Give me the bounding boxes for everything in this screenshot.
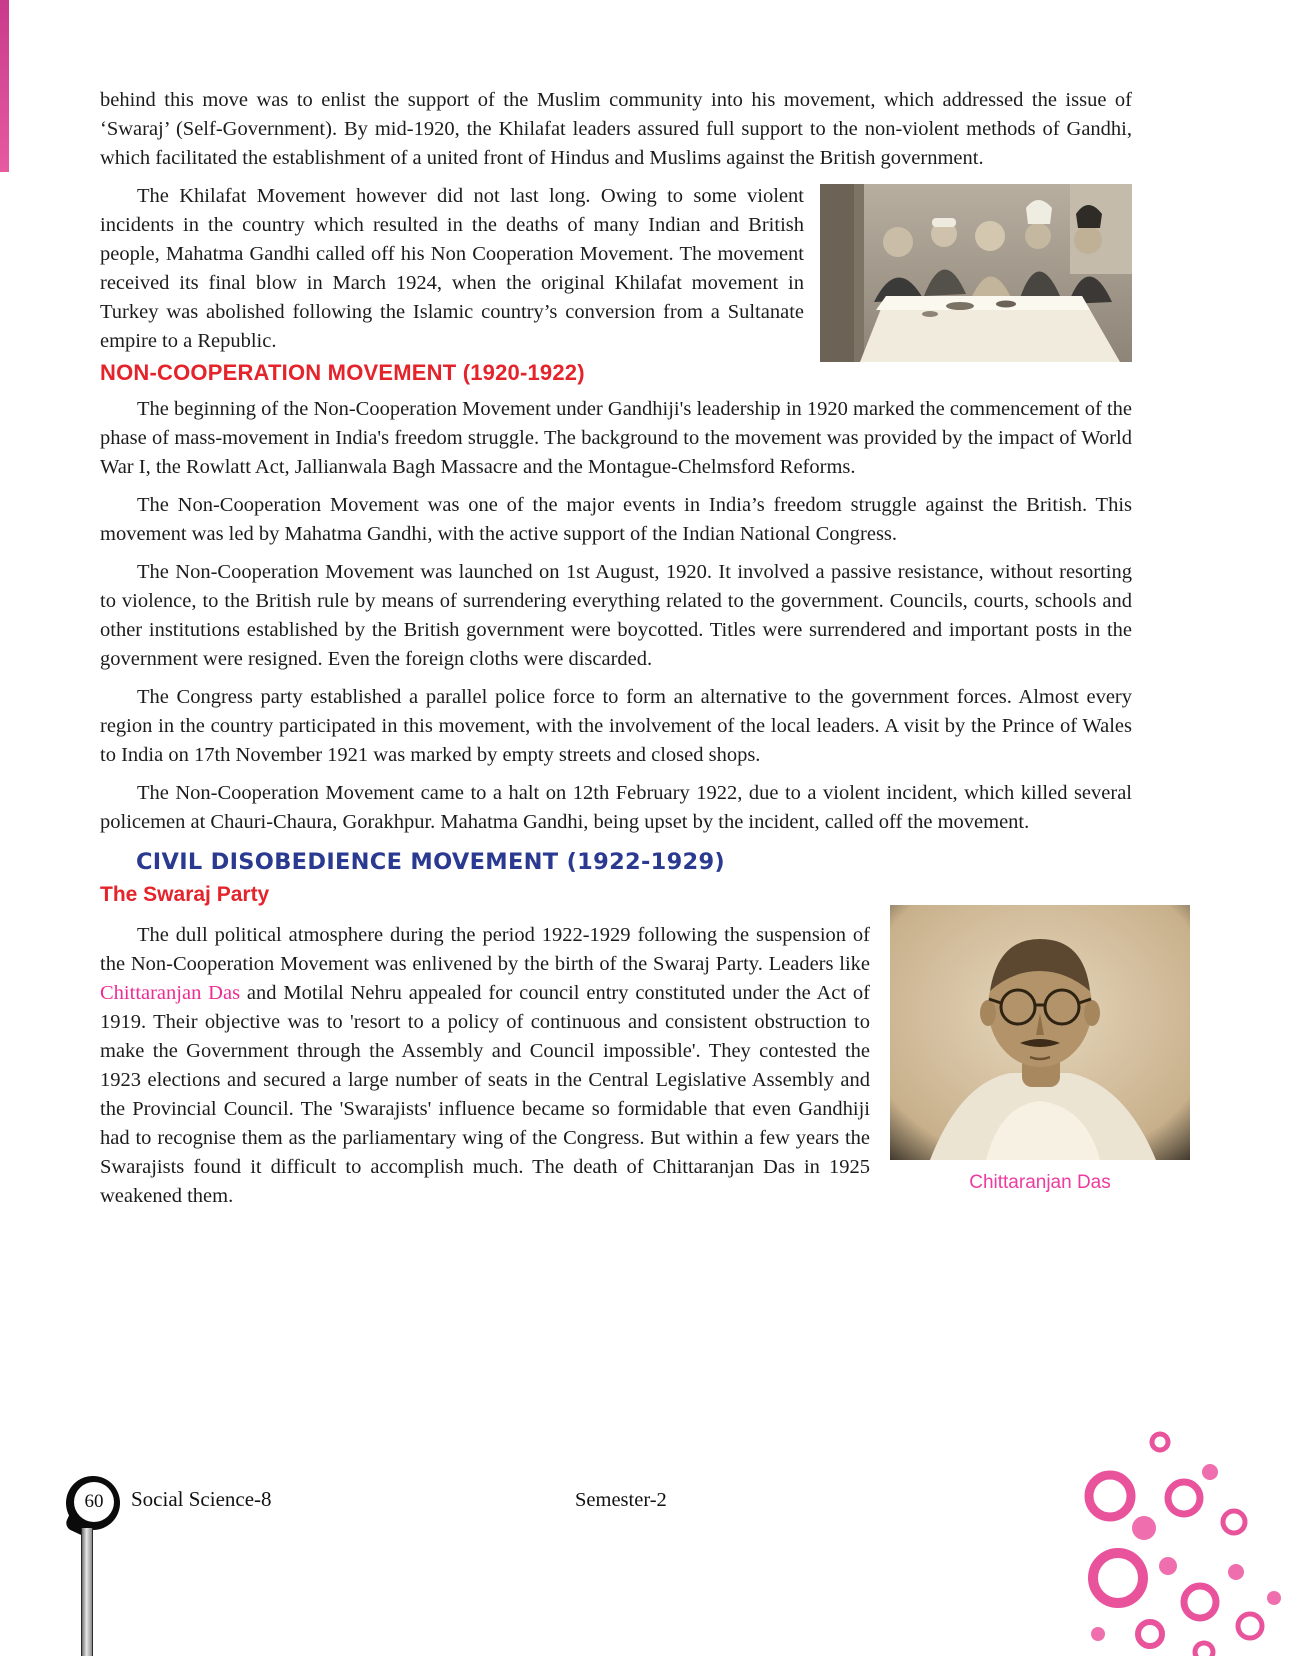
swaraj-text-after: and Motilal Nehru appealed for council entry constituted under the Act of 1919. Their objective was to 'resort to a policy of continuous and consistent obstruction to make the Government through the Assembly and Council impossible'. They contested the 1923 elections and secured a large number of seats in the Central Legislative Assembly and the Provincial Council. The 'Swarajists' influence became so formidable that even Gandhiji had to recognise them as the parliamentary wing of the Congress. But within a few years the Swarajists found it difficult to accomplish much. The death of Chittaranjan Das in 1925 weakened them. (100, 982, 870, 1207)
portrait-caption: Chittaranjan Das (969, 1172, 1111, 1193)
footer-semester: Semester-2 (575, 1489, 667, 1511)
heading-non-cooperation: NON-COOPERATION MOVEMENT (1920-1922) (100, 360, 585, 385)
swaraj-text-before: The dull political atmosphere during the period 1922-1929 following the suspension of the Non-Cooperation Movement was enlivened by the birth of the Swaraj Party. Leaders like (100, 924, 870, 975)
molecule-decoration (1052, 1420, 1296, 1656)
paragraph-ncm-major-event: The Non-Cooperation Movement was one of the major events in India’s freedom struggle against the British. This movement was led by Mahatma Gandhi, with the active support of the Indian National Congress. (100, 494, 1132, 545)
footer-strip (81, 1528, 93, 1656)
subheading-swaraj-party: The Swaraj Party (100, 883, 270, 906)
chittaranjan-das-portrait (890, 905, 1190, 1160)
keyword-chittaranjan-das: Chittaranjan Das (100, 982, 241, 1004)
left-accent-bar (0, 0, 9, 172)
chittaranjan-das-portrait-art (890, 905, 1190, 1160)
paragraph-khilafat-end-block (100, 182, 1132, 356)
paragraph-swaraj-block (100, 921, 1132, 1220)
paragraph-ncm-beginning: The beginning of the Non-Cooperation Movement under Gandhiji's leadership in 1920 marked the commencement of the phase of mass-movement in India's freedom struggle. The background to the movement was provided by the impact of World War I, the Rowlatt Act, Jallianwala Bagh Massacre and the Montague-Chelmsford Reforms. (100, 398, 1132, 478)
heading-civil-disobedience: CIVIL DISOBEDIENCE MOVEMENT (1922-1929) (136, 849, 726, 875)
paragraph-ncm-launch: The Non-Cooperation Movement was launched on 1st August, 1920. It involved a passive resistance, without resorting to violence, to the British rule by means of surrendering everything related to the government. Councils, courts, schools and other institutions established by the British government were boycotted. Titles were surrendered and important posts in the government were resigned. Even the foreign cloths were discarded. (100, 561, 1132, 670)
paragraph-khilafat-support: behind this move was to enlist the support of the Muslim community into his movement, which addressed the issue of ‘Swaraj’ (Self-Government). By mid-1920, the Khilafat leaders assured full support to the non-violent methods of Gandhi, which facilitated the establishment of a united front of Hindus and Muslims against the British government. (100, 89, 1132, 169)
paragraph-khilafat-end: The Khilafat Movement however did not last long. Owing to some violent incidents in the country which resulted in the deaths of many Indian and British people, Mahatma Gandhi called off his Non Cooperation Movement. The movement received its final blow in March 1924, when the original Khilafat movement in Turkey was abolished following the Islamic country’s conversion from a Sultanate empire to a Republic. (100, 185, 804, 352)
page-number: 60 (74, 1482, 114, 1522)
page-content (100, 86, 1132, 1220)
chittaranjan-das-figure (890, 905, 1190, 1194)
paragraph-ncm-halt: The Non-Cooperation Movement came to a halt on 12th February 1922, due to a violent incident, which killed several policemen at Chauri-Chaura, Gorakhpur. Mahatma Gandhi, being upset by the incident, called off the movement. (100, 782, 1132, 833)
paragraph-congress-police: The Congress party established a parallel police force to form an alternative to the government forces. Almost every region in the country participated in this movement, with the involvement of the local leaders. A visit by the Prince of Wales to India on 17th November 1921 was marked by empty streets and closed shops. (100, 686, 1132, 766)
khilafat-meeting-photo (820, 184, 1132, 362)
footer-book-title: Social Science-8 (131, 1487, 272, 1511)
page-number-badge (66, 1476, 122, 1532)
khilafat-meeting-photo-art (820, 184, 1132, 362)
